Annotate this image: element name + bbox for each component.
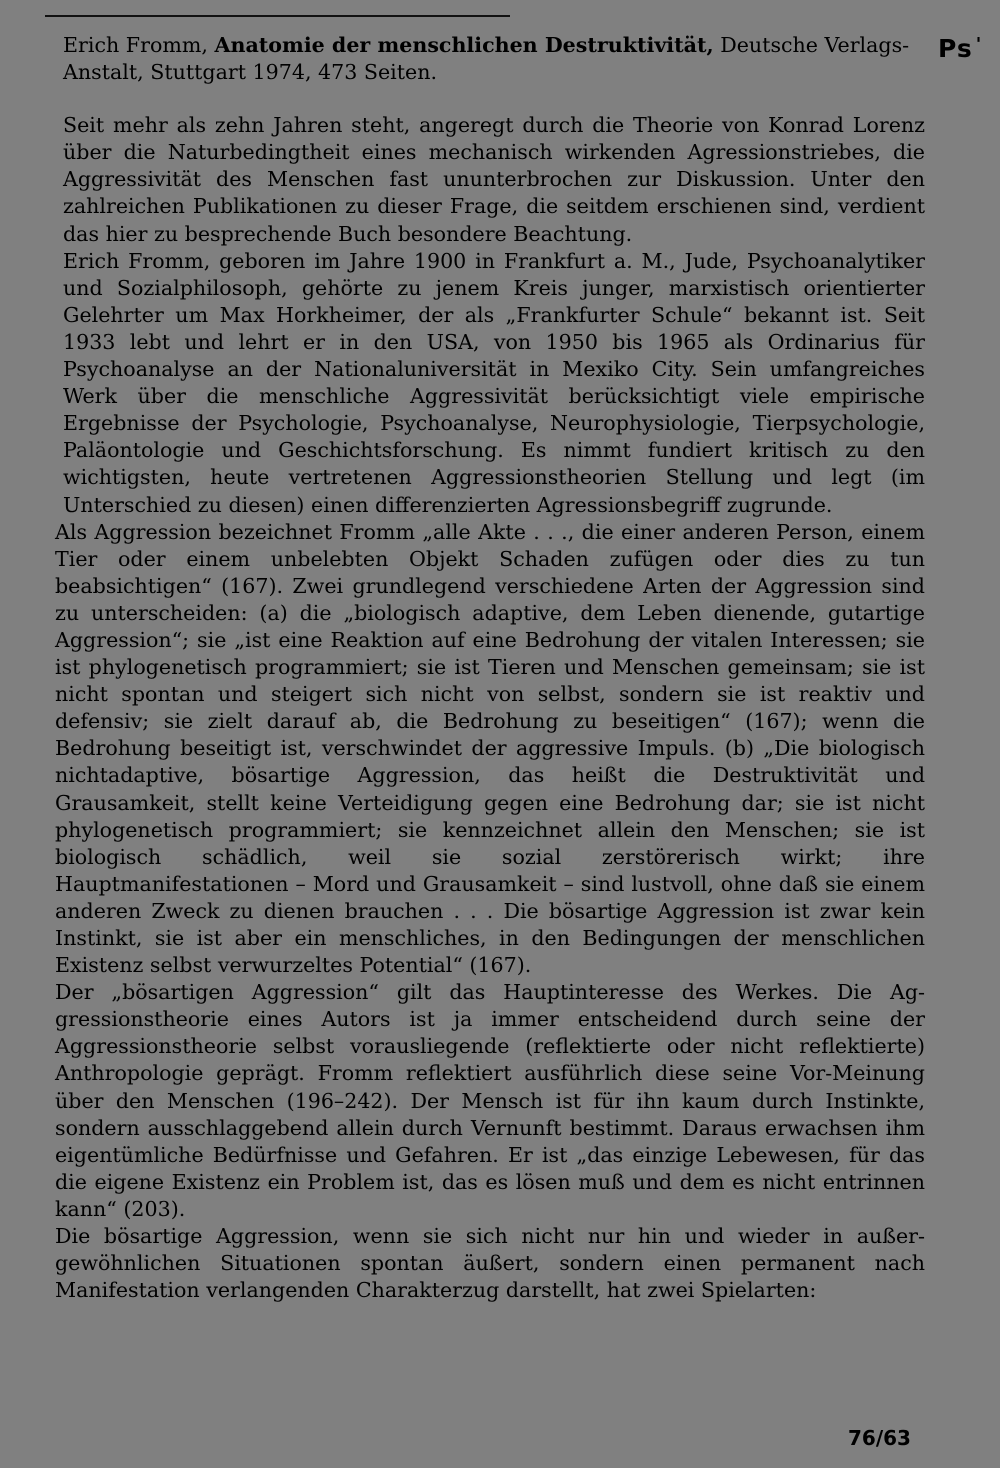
section-mark bbox=[938, 34, 982, 63]
book-citation bbox=[55, 32, 925, 86]
citation-publisher: Deutsche Verlags-Anstalt, Stuttgart 1974, 473 Seiten. bbox=[63, 33, 910, 85]
page-number: 76/63 bbox=[848, 1426, 911, 1450]
paragraph-intro: Seit mehr als zehn Jahren steht, angeregt durch die Theorie von Konrad Lorenz über die Naturbedingtheit eines mechanisch wirkenden Agressionstriebes, die Aggressivität des Menschen fast ununterbrochen zur Diskussion. Unter den zahlreichen Publikationen zu dieser Frage, die seitdem erschienen sind, verdient das hier zu besprechende Buch besondere Beachtung. bbox=[63, 113, 925, 246]
paragraph-malignant-aggression: Der „bösartigen Aggression“ gilt das Hauptinteresse des Werkes. Die Aggressionstheorie eines Autors ist ja immer entscheidend durch seine der Aggressionstheorie selbst vorausliegende (reflektierte oder nicht reflektierte) Anthropologie geprägt. Fromm reflektiert ausführlich diese seine Vor-Meinung über den Menschen (196–242). Der Mensch ist für ihn kaum durch Instinkte, sondern ausschlaggebend allein durch Vernunft bestimmt. Daraus erwachsen ihm eigentümliche Bedürfnisse und Gefahren. Er ist „das einzige Lebewesen, für das die eigene Existenz ein Problem ist, das es lösen muß und dem es nicht entrinnen kann“ (203). bbox=[55, 980, 925, 1221]
citation-title: Anatomie der menschlichen Destruktivität, bbox=[214, 33, 714, 57]
paragraph-two-varieties: Die bösartige Aggression, wenn sie sich nicht nur hin und wieder in außergewöhnlichen Situationen spontan äußert, sondern einen permanent nach Manifestation verlangenden Charakterzug darstellt, hat zwei Spielarten: bbox=[55, 1224, 925, 1303]
paragraph-aggression-definition: Als Aggression bezeichnet Fromm „alle Akte . . ., die einer anderen Person, einem Tier oder einem unbelebten Objekt Schaden zufügen oder dies zu tun beabsichtigen“ (167). Zwei grundlegend verschiedene Arten der Aggression sind zu unterscheiden: (a) die „biologisch adaptive, dem Leben dienende, gutartige Aggression“; sie „ist eine Reaktion auf eine Bedrohung der vitalen Interessen; sie ist phylogenetisch programmiert; sie ist Tieren und Menschen gemeinsam; sie ist nicht spontan und steigert sich nicht von selbst, sondern sie ist reaktiv und defensiv; sie zielt darauf ab, die Bedrohung zu beseitigen“ (167); wenn die Bedrohung beseitigt ist, verschwindet der aggressive Impuls. (b) „Die biologisch nichtadaptive, bösartige Aggression, das heißt die Destruktivität und Grausamkeit, stellt keine Verteidigung gegen eine Bedrohung dar; sie ist nicht phylogenetisch programmiert; sie kennzeichnet allein den Menschen; sie ist biologisch schädlich, weil sie sozial zerstörerisch wirkt; ihre Hauptmanifestationen – Mord und Grausamkeit – sind lustvoll, ohne daß sie einem anderen Zweck zu dienen brauchen . . . Die bösartige Aggression ist zwar kein Instinkt, sie ist aber ein menschliches, in den Bedingungen der menschlichen Existenz selbst verwurzeltes Potential“ (167). bbox=[55, 519, 925, 978]
section-mark-tick: ' bbox=[975, 34, 983, 55]
paragraph-author-bio: Erich Fromm, geboren im Jahre 1900 in Frankfurt a. M., Jude, Psychoanalytiker und Sozialphilosoph, gehörte zu jenem Kreis junger, marxistisch orientierter Gelehrter um Max Horkheimer, der als „Frankfurter Schule“ bekannt ist. Seit 1933 lebt und lehrt er in den USA, von 1950 bis 1965 als Ordinarius für Psychoanalyse an der Nationaluniversität in Mexiko City. Sein umfangreiches Werk über die menschliche Aggressivität berücksichtigt viele empirische Ergebnisse der Psychologie, Psychoanalyse, Neurophysiologie, Tierpsychologie, Paläontologie und Geschichtsforschung. Es nimmt fundiert kritisch zu den wichtigsten, heute vertretenen Aggressionstheorien Stellung und legt (im Unterschied zu diesen) einen differenzierten Agressionsbegriff zugrunde. bbox=[63, 248, 925, 517]
section-mark-label: Ps bbox=[938, 34, 973, 63]
top-rule bbox=[45, 15, 510, 17]
review-body bbox=[55, 32, 925, 1304]
citation-author: Erich Fromm, bbox=[63, 33, 215, 57]
